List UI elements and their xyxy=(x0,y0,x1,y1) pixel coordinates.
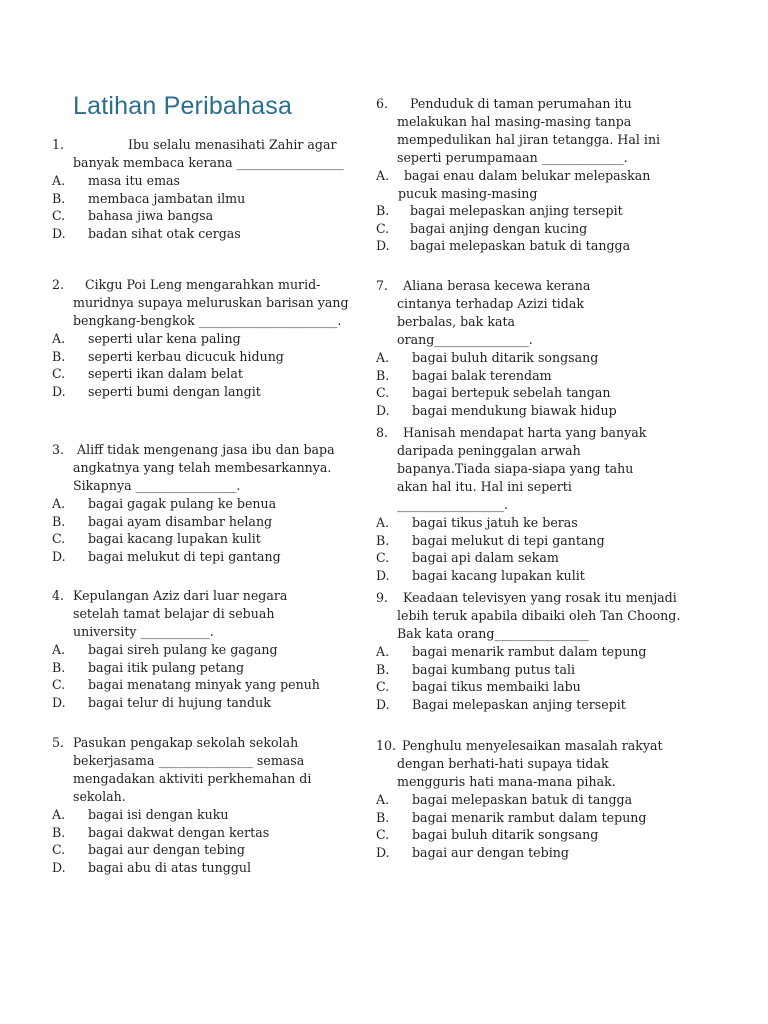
question-stem xyxy=(52,734,355,806)
option-c xyxy=(376,678,692,696)
question-number: 8. xyxy=(376,425,389,440)
option-a xyxy=(376,167,679,202)
option-b xyxy=(376,202,679,220)
question-number: 10. xyxy=(376,738,397,753)
option-text: bagai anjing dengan kucing xyxy=(410,220,588,236)
option-d xyxy=(376,696,692,714)
option-a xyxy=(376,643,692,661)
option-d xyxy=(52,548,339,566)
option-text: bagai aur dengan tebing xyxy=(88,842,245,858)
question-number: 4. xyxy=(52,588,65,603)
option-a xyxy=(52,172,355,190)
page-title: Latihan Peribahasa xyxy=(73,92,293,120)
question-number: 5. xyxy=(52,735,65,750)
option-c xyxy=(52,841,355,859)
option-text: bagai kumbang putus tali xyxy=(412,661,576,677)
option-letter: C. xyxy=(52,531,66,547)
question-1 xyxy=(52,136,355,242)
option-b xyxy=(52,659,333,677)
option-letter: A. xyxy=(376,515,390,530)
option-d xyxy=(52,383,355,401)
question-text: Aliana berasa kecewa kerana cintanya terhadap Azizi tidak berbalas, bak kata orang_______________. xyxy=(397,278,591,347)
option-letter: A. xyxy=(376,350,390,365)
option-text: seperti ikan dalam belat xyxy=(88,366,243,382)
option-b xyxy=(376,809,672,827)
option-text: bagai menarik rambut dalam tepung xyxy=(412,809,647,825)
option-letter: B. xyxy=(376,367,390,383)
question-stem xyxy=(376,277,643,349)
option-text: bagai melukut di tepi gantang xyxy=(88,548,281,564)
option-text: bagai dakwat dengan kertas xyxy=(88,824,270,840)
option-c xyxy=(376,384,643,402)
question-number: 7. xyxy=(376,278,389,293)
question-3 xyxy=(52,441,339,565)
option-letter: D. xyxy=(376,238,390,254)
option-text: membaca jambatan ilmu xyxy=(88,190,246,206)
option-text: bagai melepaskan anjing tersepit xyxy=(410,203,623,218)
option-letter: A. xyxy=(52,496,66,511)
option-letter: B. xyxy=(376,532,390,548)
option-b xyxy=(52,190,355,208)
option-c xyxy=(52,530,339,548)
option-letter: C. xyxy=(52,842,66,858)
option-text: bagai ayam disambar helang xyxy=(88,513,273,529)
option-d xyxy=(52,859,355,877)
question-text: Keadaan televisyen yang rosak itu menjadi lebih teruk apabila dibaiki oleh Tan Choong. Bak kata orang_______________ xyxy=(397,590,681,641)
question-stem xyxy=(376,424,667,514)
option-letter: B. xyxy=(52,190,66,206)
option-a xyxy=(376,791,672,809)
option-a xyxy=(376,514,667,532)
option-text: bagai menatang minyak yang penuh xyxy=(88,677,320,693)
option-a xyxy=(52,806,355,824)
option-letter: C. xyxy=(52,677,66,693)
option-letter: D. xyxy=(376,567,390,583)
option-a xyxy=(376,349,643,367)
option-text: bagai tikus jatuh ke beras xyxy=(412,515,578,530)
question-9 xyxy=(376,589,692,713)
question-stem xyxy=(52,587,333,641)
option-a xyxy=(52,330,355,348)
option-b xyxy=(376,661,692,679)
option-letter: B. xyxy=(376,809,390,825)
option-text: Bagai melepaskan anjing tersepit xyxy=(412,696,626,712)
option-letter: D. xyxy=(52,694,66,710)
option-d xyxy=(376,844,672,862)
option-text: bagai menarik rambut dalam tepung xyxy=(412,644,647,659)
option-letter: C. xyxy=(52,208,66,224)
option-d xyxy=(376,402,643,420)
question-stem xyxy=(52,136,355,172)
option-text: badan sihat otak cergas xyxy=(88,225,241,241)
option-text: bagai balak terendam xyxy=(412,367,552,383)
option-letter: C. xyxy=(376,385,390,401)
option-letter: A. xyxy=(52,331,66,346)
question-text: Pasukan pengakap sekolah sekolah bekerjasama _______________ semasa mengadakan aktiviti perkhemahan di sekolah. xyxy=(73,735,312,804)
question-text: Ibu selalu menasihati Zahir agar banyak membaca kerana _________________ xyxy=(73,137,344,170)
option-b xyxy=(376,532,667,550)
option-text: seperti kerbau dicucuk hidung xyxy=(88,348,284,364)
option-letter: D. xyxy=(52,859,66,875)
option-text: bagai api dalam sekam xyxy=(412,550,559,566)
option-c xyxy=(52,676,333,694)
option-text: bagai melepaskan batuk di tangga xyxy=(412,792,633,807)
option-a xyxy=(52,495,339,513)
option-d xyxy=(376,237,679,255)
question-10 xyxy=(376,737,672,861)
option-text: bagai kacang lupakan kulit xyxy=(412,567,585,583)
option-b xyxy=(52,348,355,366)
question-text: Penduduk di taman perumahan itu melakukan hal masing-masing tanpa mempedulikan hal jiran tetangga. Hal ini seperti perumpamaan _____________. xyxy=(397,96,661,165)
option-letter: A. xyxy=(376,644,390,659)
option-text: bagai bertepuk sebelah tangan xyxy=(412,385,611,401)
option-letter: D. xyxy=(52,383,66,399)
option-text: bagai itik pulang petang xyxy=(88,659,245,675)
option-letter: D. xyxy=(52,548,66,564)
option-letter: A. xyxy=(52,173,66,188)
option-letter: A. xyxy=(52,807,66,822)
option-letter: B. xyxy=(376,203,390,218)
option-letter: C. xyxy=(376,827,390,843)
option-d xyxy=(52,694,333,712)
question-7 xyxy=(376,277,643,419)
option-text: bagai aur dengan tebing xyxy=(412,844,569,860)
option-letter: B. xyxy=(52,513,66,529)
option-text: bagai telur di hujung tanduk xyxy=(88,694,271,710)
option-letter: B. xyxy=(52,348,66,364)
option-text: bagai kacang lupakan kulit xyxy=(88,531,261,547)
question-number: 2. xyxy=(52,277,65,292)
option-b xyxy=(376,367,643,385)
option-d xyxy=(52,225,355,243)
option-letter: D. xyxy=(52,225,66,241)
option-letter: B. xyxy=(376,661,390,677)
question-stem xyxy=(376,737,672,791)
option-text: seperti bumi dengan langit xyxy=(88,383,261,399)
option-letter: D. xyxy=(376,844,390,860)
question-8 xyxy=(376,424,667,584)
option-text: bagai enau dalam belukar melepaskan pucuk masing-masing xyxy=(398,168,651,201)
option-letter: D. xyxy=(376,402,390,418)
option-c xyxy=(376,826,672,844)
option-c xyxy=(52,207,355,225)
question-text: Cikgu Poi Leng mengarahkan murid-muridnya supaya meluruskan barisan yang bengkang-bengkok ______________________. xyxy=(73,277,349,328)
option-text: bagai melepaskan batuk di tangga xyxy=(410,238,631,254)
option-text: bagai sireh pulang ke gagang xyxy=(88,642,278,657)
option-letter: C. xyxy=(376,550,390,566)
option-text: masa itu emas xyxy=(88,173,180,188)
option-text: bagai buluh ditarik songsang xyxy=(412,827,599,843)
question-text: Hanisah mendapat harta yang banyak daripada peninggalan arwah bapanya.Tiada siapa-siapa yang tahu akan hal itu. Hal ini seperti _________________. xyxy=(397,425,647,512)
option-letter: A. xyxy=(52,642,66,657)
question-number: 6. xyxy=(376,96,389,111)
question-text: Kepulangan Aziz dari luar negara setelah tamat belajar di sebuah university ___________. xyxy=(73,588,288,639)
option-letter: A. xyxy=(376,168,390,183)
option-letter: C. xyxy=(376,679,390,695)
option-text: seperti ular kena paling xyxy=(88,331,241,346)
question-4 xyxy=(52,587,333,711)
option-c xyxy=(376,220,679,238)
question-stem xyxy=(376,589,692,643)
option-c xyxy=(376,549,667,567)
question-number: 9. xyxy=(376,590,389,605)
option-text: bahasa jiwa bangsa xyxy=(88,208,214,224)
option-a xyxy=(52,641,333,659)
question-text: Penghulu menyelesaikan masalah rakyat dengan berhati-hati supaya tidak mengguris hati mana-mana pihak. xyxy=(397,738,663,789)
option-text: bagai gagak pulang ke benua xyxy=(88,496,277,511)
option-text: bagai buluh ditarik songsang xyxy=(412,350,599,365)
option-b xyxy=(52,513,339,531)
question-text: Aliff tidak mengenang jasa ibu dan bapa angkatnya yang telah membesarkannya. Sikapnya ________________. xyxy=(73,442,335,493)
question-5 xyxy=(52,734,355,876)
question-stem xyxy=(376,95,679,167)
question-stem xyxy=(52,276,355,330)
option-b xyxy=(52,824,355,842)
option-text: bagai melukut di tepi gantang xyxy=(412,532,605,548)
option-letter: A. xyxy=(376,792,390,807)
option-text: bagai tikus membaiki labu xyxy=(412,679,581,695)
question-stem xyxy=(52,441,339,495)
option-letter: C. xyxy=(376,220,390,236)
question-number: 3. xyxy=(52,442,65,457)
option-letter: B. xyxy=(52,659,66,675)
option-c xyxy=(52,365,355,383)
option-letter: C. xyxy=(52,366,66,382)
option-text: bagai mendukung biawak hidup xyxy=(412,402,617,418)
option-d xyxy=(376,567,667,585)
option-letter: B. xyxy=(52,824,66,840)
option-letter: D. xyxy=(376,696,390,712)
question-6 xyxy=(376,95,679,255)
option-text: bagai abu di atas tunggul xyxy=(88,859,252,875)
option-text: bagai isi dengan kuku xyxy=(88,807,229,822)
question-2 xyxy=(52,276,355,400)
question-number: 1. xyxy=(52,137,65,152)
